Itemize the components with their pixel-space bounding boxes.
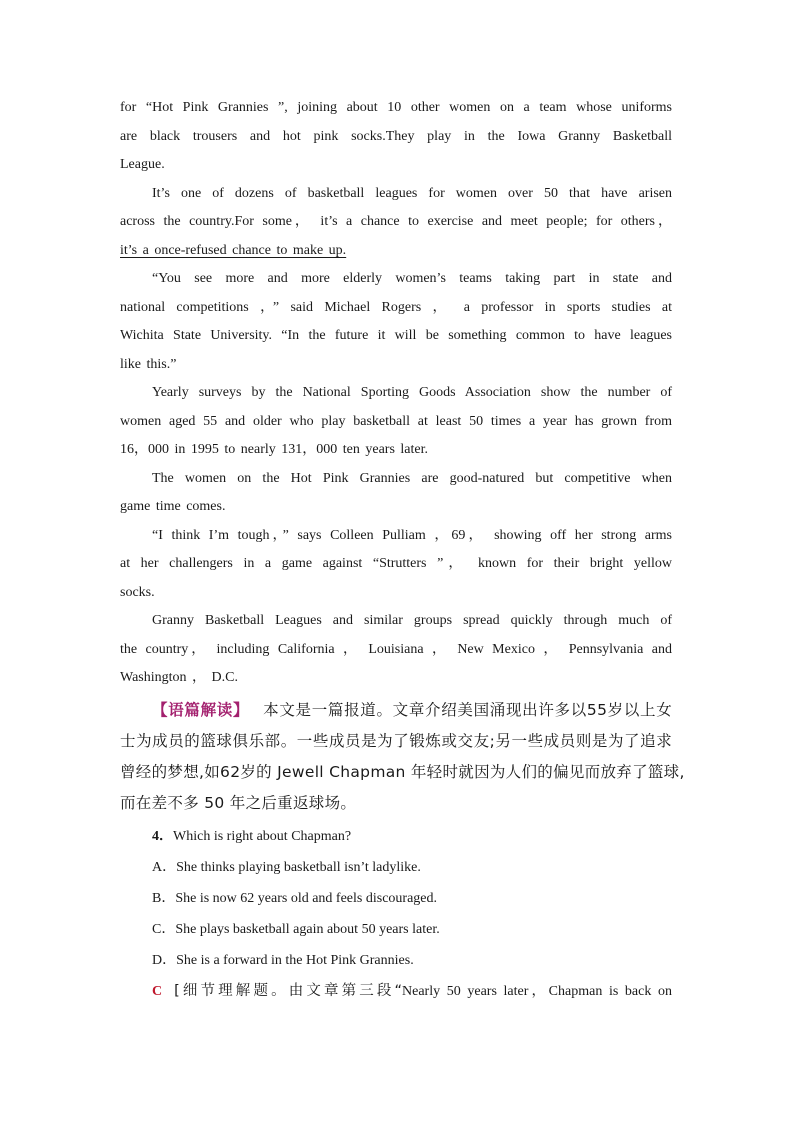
passage-line-underlined [120, 237, 672, 266]
option-letter: A． [152, 859, 177, 875]
option-text: She is a forward in the Hot Pink Grannies. [176, 952, 414, 968]
passage-line: “You see more and more elderly women’s teams taking part in state and [152, 271, 672, 286]
question-number: 4． [152, 828, 173, 844]
underlined-phrase: it’s a once-refused chance to make up. [120, 242, 347, 258]
analysis-text: 本文是一篇报道。文章介绍美国涌现出许多以55岁以上女 [263, 700, 672, 719]
question [120, 821, 672, 1007]
passage-line: the country， including California ， Louisiana ， New Mexico ， Pennsylvania and [120, 641, 672, 657]
passage-line: national competitions ，” said Michael Rogers ， a professor in sports studies at [120, 299, 672, 315]
analysis-line: 曾经的梦想,如62岁的 Jewell Chapman 年轻时就因为人们的偏见而放弃了篮球, [120, 762, 685, 781]
passage-line: are black trousers and hot pink socks.They play in the Iowa Granny Basketball [120, 128, 672, 144]
analysis-line: 士为成员的篮球俱乐部。一些成员是为了锻炼或交友;另一些成员则是为了追求 [120, 731, 672, 750]
question-text: Which is right about Chapman? [173, 828, 352, 844]
question-stem [120, 821, 672, 852]
passage-line: It’s one of dozens of basketball leagues for women over 50 that have arisen [152, 185, 672, 201]
passage-line: Yearly surveys by the National Sporting Goods Association show the number of [152, 385, 672, 400]
analysis-line [120, 695, 672, 726]
option-a [120, 852, 672, 883]
option-letter: B． [152, 890, 176, 906]
passage-analysis [120, 695, 685, 819]
passage-line: for “Hot Pink Grannies ”, joining about 10 other women on a team whose uniforms [120, 100, 672, 115]
passage-line: Wichita State University. “In the future it will be something common to have leagues [120, 328, 672, 343]
passage-line: League. [120, 157, 165, 172]
passage-line: like this.” [120, 356, 177, 372]
option-b [120, 883, 672, 914]
passage-line: Washington ， D.C. [120, 670, 238, 685]
option-c [120, 914, 672, 945]
answer-explanation [120, 976, 672, 1007]
passage-line: Granny Basketball Leagues and similar groups spread quickly through much of [152, 613, 672, 628]
passage-line: socks. [120, 584, 155, 600]
option-text: She is now 62 years old and feels discouraged. [175, 890, 438, 906]
passage-line: women aged 55 and older who play basketball at least 50 times a year has grown from [120, 413, 672, 429]
passage [120, 94, 672, 693]
passage-line: game time comes. [120, 499, 226, 514]
passage-line: 16，000 in 1995 to nearly 131，000 ten years later. [120, 442, 428, 457]
option-letter: D． [152, 952, 177, 968]
option-d [120, 945, 672, 976]
document-page [120, 94, 685, 1007]
answer-text-cn: [细节理解题。由文章第三段“ [174, 982, 403, 999]
answer-text-en: Nearly 50 years later，Chapman is back on [402, 983, 672, 999]
option-text: She thinks playing basketball isn’t ladylike. [176, 859, 421, 875]
passage-line: across the country.For some， it’s a chance to exercise and meet people; for others， [120, 214, 672, 229]
analysis-tag: 【语篇解读】 [152, 700, 250, 719]
analysis-line: 而在差不多 50 年之后重返球场。 [120, 793, 357, 812]
option-letter: C． [152, 921, 176, 937]
passage-line: “I think I’m tough，” says Colleen Pulliam ，69， showing off her strong arms [152, 527, 672, 543]
passage-line: at her challengers in a game against “Strutters ”， known for their bright yellow [120, 556, 672, 571]
passage-line: The women on the Hot Pink Grannies are good-natured but competitive when [152, 470, 672, 486]
answer-letter: C [152, 983, 163, 999]
option-text: She plays basketball again about 50 years later. [175, 921, 440, 937]
